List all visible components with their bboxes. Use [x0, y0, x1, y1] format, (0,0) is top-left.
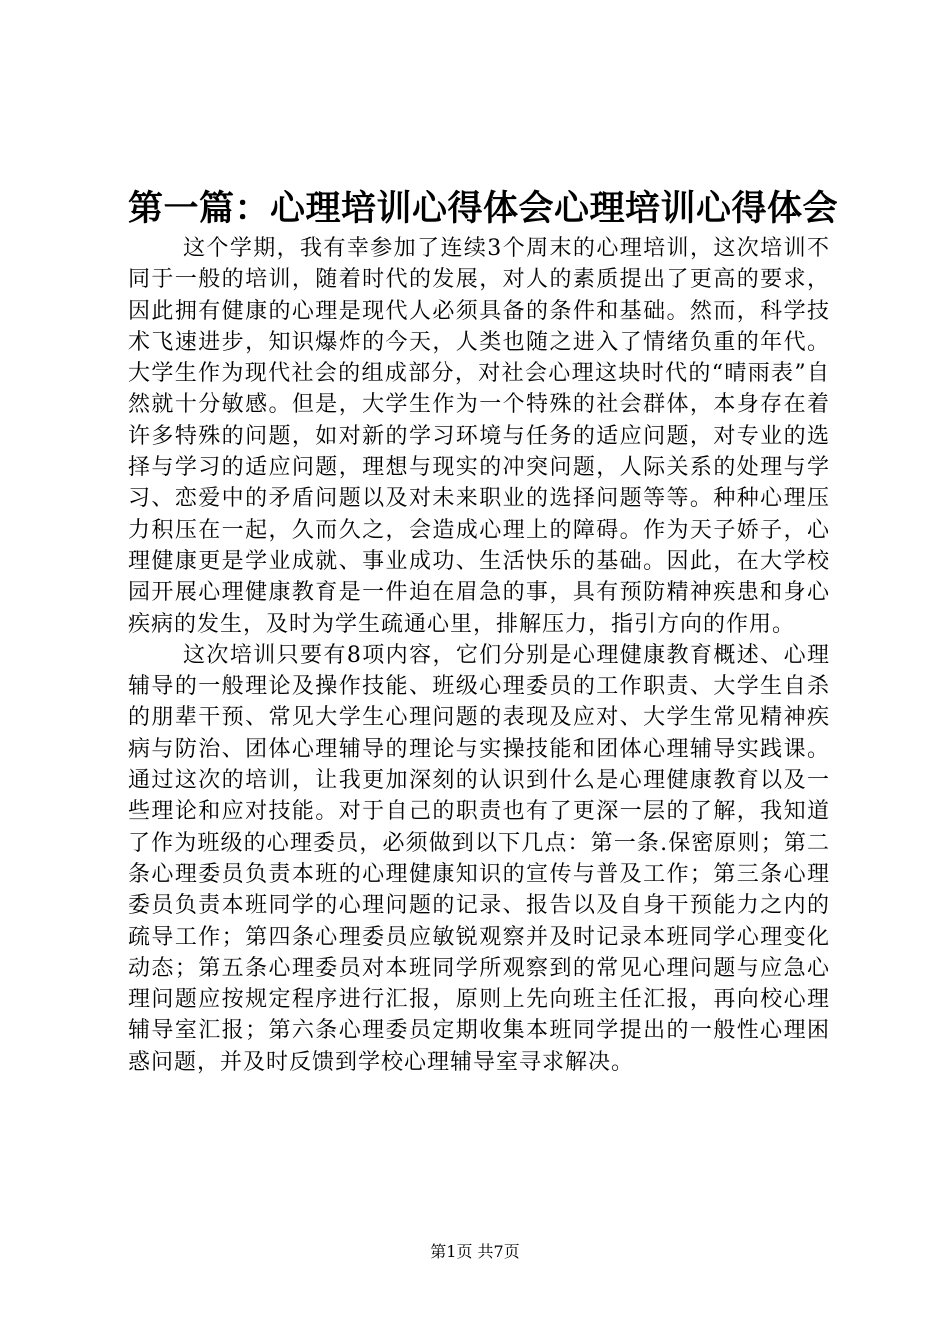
document-title: 第一篇：心理培训心得体会心理培训心得体会 — [128, 189, 839, 229]
page-number-footer: 第1页 共7页 — [430, 1242, 520, 1261]
paragraph-2: 这次培训只要有8项内容，它们分别是心理健康教育概述、心理辅导的一般理论及操作技能、班级心理委员的工作职责、大学生自杀的朋辈干预、常见大学生心理问题的表现及应对、大学生常见精神疾病与防治、团体心理辅导的理论与实操技能和团体心理辅导实践课。通过这次的培训，让我更加深刻的认识到什么是心理健康教育以及一些理论和应对技能。对于自己的职责也有了更深一层的了解，我知道了作为班级的心理委员，必须做到以下几点：第一条.保密原则；第二条心理委员负责本班的心理健康知识的宣传与普及工作；第三条心理委员负责本班同学的心理问题的记录、报告以及自身干预能力之内的疏导工作；第四条心理委员应敏锐观察并及时记录本班同学心理变化动态；第五条心理委员对本班同学所观察到的常见心理问题与应急心理问题应按规定程序进行汇报，原则上先向班主任汇报，再向校心理辅导室汇报；第六条心理委员定期收集本班同学提出的一般性心理困惑问题，并及时反馈到学校心理辅导室寻求解决。 — [128, 642, 830, 1075]
document-body — [128, 233, 830, 1078]
paragraph-1: 这个学期，我有幸参加了连续3个周末的心理培训，这次培训不同于一般的培训，随着时代的发展，对人的素质提出了更高的要求，因此拥有健康的心理是现代人必须具备的条件和基础。然而，科学技术飞速进步，知识爆炸的今天，人类也随之进入了情绪负重的年代。大学生作为现代社会的组成部分，对社会心理这块时代的“晴雨表”自然就十分敏感。但是，大学生作为一个特殊的社会群体，本身存在着许多特殊的问题，如对新的学习环境与任务的适应问题，对专业的选择与学习的适应问题，理想与现实的冲突问题，人际关系的处理与学习、恋爱中的矛盾问题以及对未来职业的选择问题等等。种种心理压力积压在一起，久而久之，会造成心理上的障碍。作为天子娇子，心理健康更是学业成就、事业成功、生活快乐的基础。因此，在大学校园开展心理健康教育是一件迫在眉急的事，具有预防精神疾患和身心疾病的发生，及时为学生疏通心里，排解压力，指引方向的作用。 — [128, 236, 830, 637]
